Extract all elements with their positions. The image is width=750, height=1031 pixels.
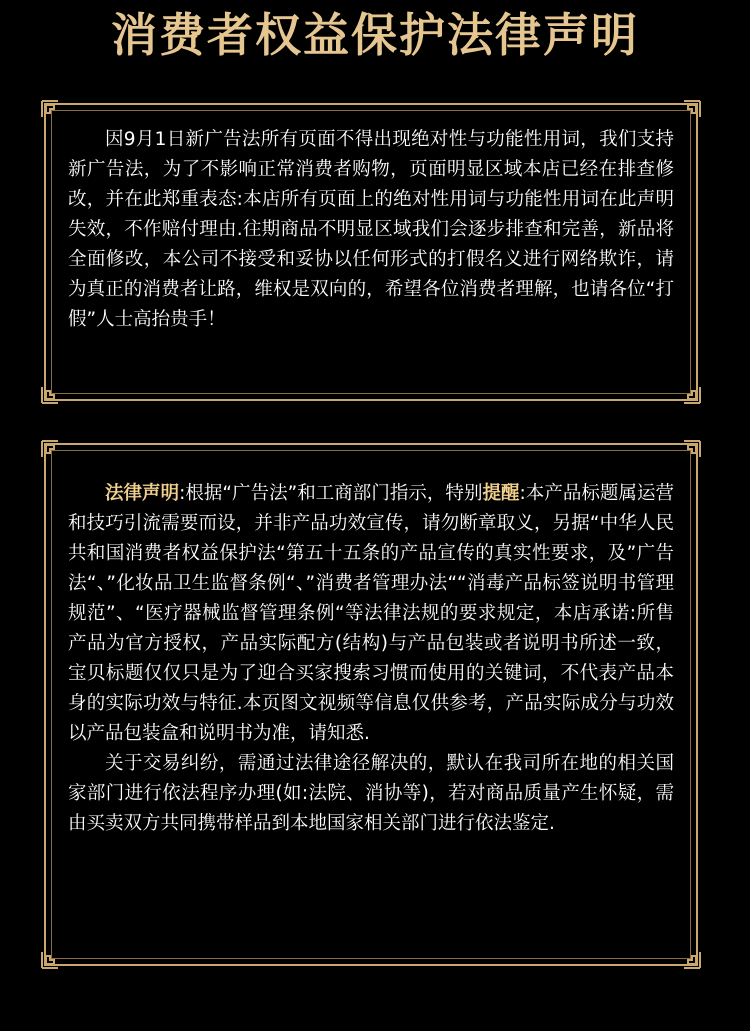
corner-ornament-icon	[40, 99, 64, 123]
legal-statement-body	[68, 479, 674, 839]
legal-statement-text: :根据“广告法”和工商部门指示，特别	[179, 483, 483, 504]
page-title: 消费者权益保护法律声明	[111, 8, 639, 62]
corner-ornament-icon	[678, 99, 702, 123]
disclaimer-panel	[44, 103, 698, 401]
corner-ornament-icon	[678, 381, 702, 405]
corner-ornament-icon	[40, 439, 64, 463]
dispute-paragraph: 关于交易纠纷，需通过法律途径解决的，默认在我司所在地的相关国家部门进行依法程序办理(如:法院、消协等)，若对商品质量产生怀疑，需由买卖双方共同携带样品到本地国家相关部门进行依法鉴定.	[68, 753, 674, 834]
corner-ornament-icon	[678, 439, 702, 463]
legal-statement-panel	[44, 443, 698, 966]
reminder-label: 提醒	[482, 483, 520, 504]
corner-ornament-icon	[40, 946, 64, 970]
reminder-text: :本产品标题属运营和技巧引流需要而设，并非产品功效宣传，请勿断章取义，另据“中华人民共和国消费者权益保护法“第五十五条的产品宣传的真实性要求，及”广告法“、”化妆品卫生监督条例“、”消费者管理办法““消毒产品标签说明书管理规范”、“医疗器械监督管理条例“等法律法规的要求规定，本店承诺:所售产品为官方授权，产品实际配方(结构)与产品包装或者说明书所述一致，宝贝标题仅仅只是为了迎合买家搜索习惯而使用的关键词，不代表产品本身的实际功效与特征.本页图文视频等信息仅供参考，产品实际成分与功效以产品包装盒和说明书为准，请知悉.	[68, 483, 674, 744]
corner-ornament-icon	[40, 381, 64, 405]
disclaimer-paragraph: 因9月1日新广告法所有页面不得出现绝对性与功能性用词，我们支持新广告法，为了不影响正常消费者购物，页面明显区域本店已经在排查修改，并在此郑重表态:本店所有页面上的绝对性用词与功能性用词在此声明失效，不作赔付理由.往期商品不明显区域我们会逐步排查和完善，新品将全面修改，本公司不接受和妥协以任何形式的打假名义进行网络欺诈，请为真正的消费者让路，维权是双向的，希望各位消费者理解，也请各位“打假”人士高抬贵手！	[68, 129, 674, 330]
disclaimer-body	[68, 125, 674, 335]
corner-ornament-icon	[678, 946, 702, 970]
legal-statement-paragraph	[68, 479, 674, 749]
legal-statement-label: 法律声明	[105, 483, 180, 504]
